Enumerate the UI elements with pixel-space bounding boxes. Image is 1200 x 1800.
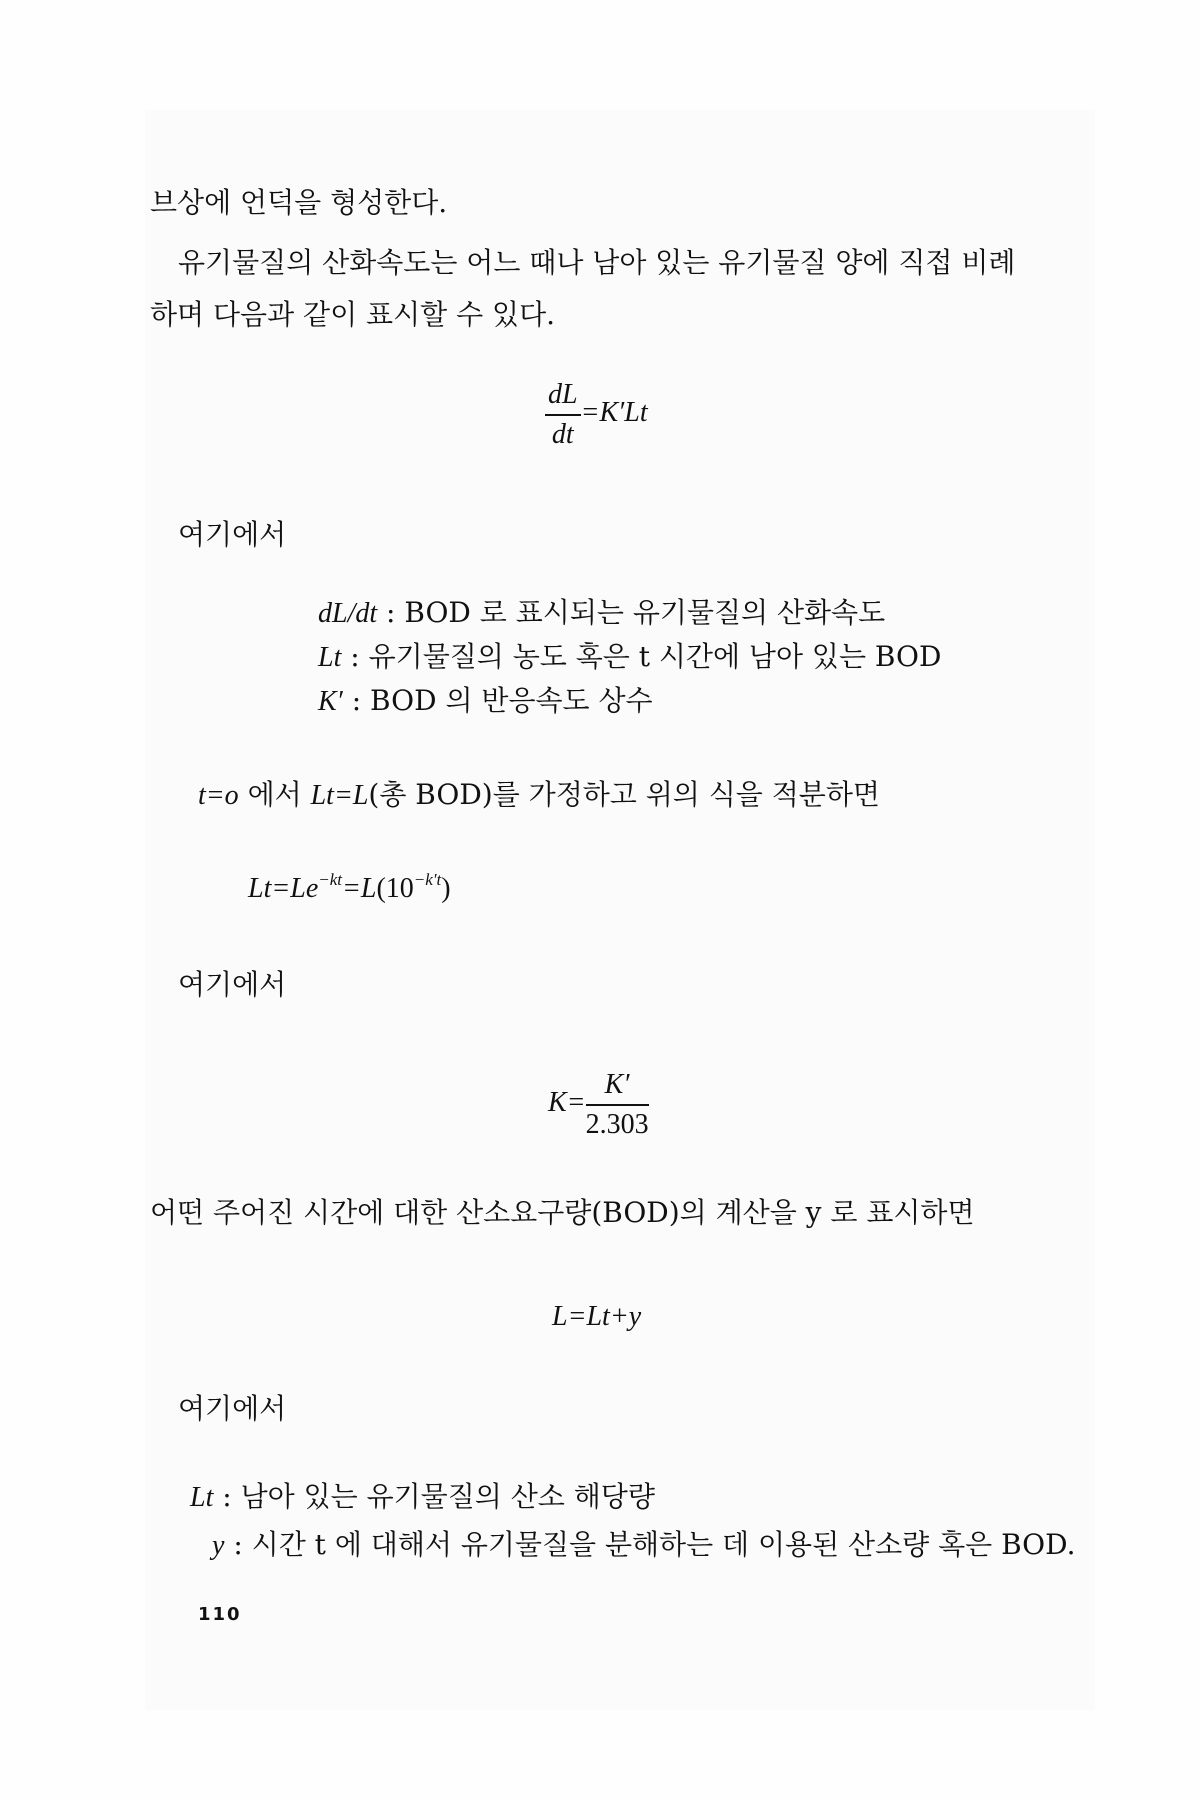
definition-text: : 시간 t 에 대해서 유기물질을 분해하는 데 이용된 산소량 혹은 BOD. (224, 1528, 1076, 1561)
definition-row (190, 1480, 655, 1515)
paragraph-line: 어떤 주어진 시간에 대한 산소요구량(BOD)의 계산을 y 로 표시하면 (150, 1196, 975, 1229)
inline-expression: Lt=L (310, 780, 369, 811)
fraction (545, 378, 581, 451)
fraction (586, 1068, 649, 1141)
equation-part: =L (342, 873, 377, 904)
definition-text: : BOD 로 표시되는 유기물질의 산화속도 (377, 596, 886, 629)
equation-constant (548, 1068, 649, 1141)
sentence-text: 에서 (238, 778, 311, 811)
definition-row (318, 640, 941, 675)
definition-row (318, 684, 653, 719)
equation-total: L=Lt+y (552, 1301, 642, 1332)
exponent: −kt (318, 870, 342, 889)
equation-rhs: =K′Lt (580, 397, 648, 429)
fraction-numerator: dL (545, 378, 581, 416)
page-background (145, 110, 1095, 1710)
paragraph-line: 유기물질의 산화속도는 어느 때나 남아 있는 유기물질 양에 직접 비례 (178, 246, 1016, 279)
definition-term: K′ (318, 686, 343, 717)
condition-expression: t=o (198, 780, 239, 811)
fraction-denominator: 2.303 (585, 1108, 649, 1140)
equation-integrated (248, 870, 451, 906)
definition-term: Lt (318, 642, 342, 673)
exponent: −k′t (413, 870, 442, 889)
where-label: 여기에서 (178, 518, 287, 551)
fraction-denominator: dt (551, 418, 574, 450)
definition-row (212, 1528, 1076, 1563)
equation-lhs: K= (548, 1087, 586, 1119)
page-number: 110 (198, 1604, 242, 1625)
integration-sentence (198, 778, 880, 813)
paragraph-line: 브상에 언덕을 형성한다. (150, 186, 448, 219)
sentence-text: (총 BOD)를 가정하고 위의 식을 적분하면 (368, 778, 880, 811)
equation-part: (10 (376, 873, 414, 904)
equation-part: Lt=Le (248, 873, 319, 904)
definition-row (318, 596, 885, 631)
where-label: 여기에서 (178, 1392, 287, 1425)
definition-term: dL/dt (318, 598, 378, 629)
definition-text: : 남아 있는 유기물질의 산소 해당량 (213, 1480, 655, 1513)
paragraph-line: 하며 다음과 같이 표시할 수 있다. (150, 298, 556, 331)
definition-term: Lt (190, 1482, 214, 1513)
definition-text: : 유기물질의 농도 혹은 t 시간에 남아 있는 BOD (341, 640, 942, 673)
definition-text: : BOD 의 반응속도 상수 (342, 684, 653, 717)
equation-rate (545, 378, 648, 451)
equation-part: ) (441, 873, 451, 904)
definition-term: y (212, 1530, 225, 1561)
where-label: 여기에서 (178, 968, 287, 1001)
fraction-numerator: K′ (586, 1068, 649, 1106)
